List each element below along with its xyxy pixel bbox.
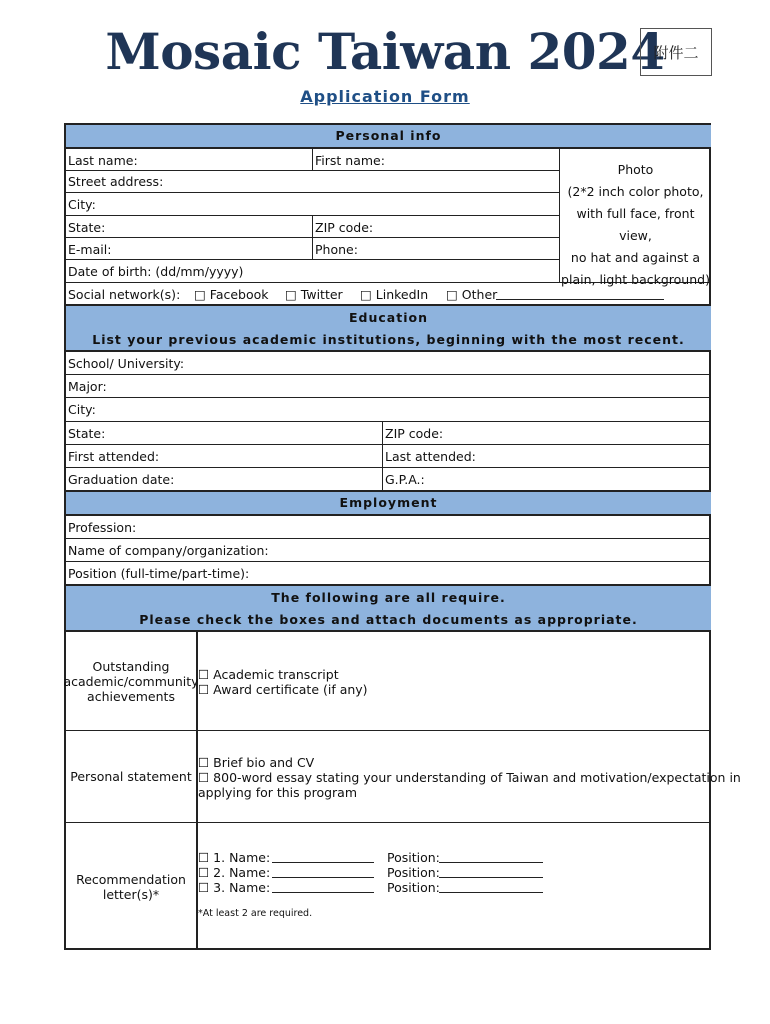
- last-attended-field[interactable]: Last attended:: [385, 449, 476, 464]
- recommender-row: [198, 865, 698, 880]
- recommender-row: [198, 880, 698, 895]
- major-field[interactable]: Major:: [66, 375, 711, 398]
- last-name-field[interactable]: Last name:: [68, 152, 138, 168]
- photo-box[interactable]: [559, 147, 711, 287]
- position-label: Position:: [387, 880, 440, 895]
- recommender-1-position-input[interactable]: [439, 850, 543, 863]
- linkedin-checkbox[interactable]: □ LinkedIn: [360, 287, 429, 302]
- achievements-items: [198, 667, 368, 697]
- recommender-1-checkbox[interactable]: ☐ 1. Name:: [198, 850, 271, 865]
- statement-items: [198, 755, 741, 800]
- annex-label: 附件二: [640, 28, 712, 76]
- personal-info-header: [66, 125, 711, 149]
- recommender-3-name-input[interactable]: [272, 880, 374, 893]
- employment-heading: Employment: [339, 495, 438, 510]
- profession-field[interactable]: Profession:: [66, 516, 711, 539]
- zip-field[interactable]: ZIP code:: [315, 219, 374, 235]
- twitter-checkbox[interactable]: □ Twitter: [285, 287, 343, 302]
- education-heading: Education: [349, 310, 428, 325]
- photo-instruction: (2*2 inch color photo,: [567, 184, 704, 199]
- achievements-label: [63, 632, 199, 730]
- first-name-field[interactable]: First name:: [315, 152, 385, 168]
- photo-title: Photo: [617, 162, 654, 177]
- recommender-3-position-input[interactable]: [439, 880, 543, 893]
- company-field[interactable]: Name of company/organization:: [66, 539, 711, 562]
- social-network-row: [66, 283, 711, 306]
- email-field[interactable]: E-mail:: [68, 241, 112, 257]
- position-label: Position:: [387, 865, 440, 880]
- first-attended-field[interactable]: First attended:: [68, 449, 160, 464]
- facebook-checkbox[interactable]: □ Facebook: [194, 287, 269, 302]
- requirements-header: [66, 586, 711, 632]
- education-city-field[interactable]: City:: [66, 398, 711, 422]
- social-network-label: Social network(s):: [68, 287, 181, 302]
- education-subheading: List your previous academic institutions, beginning with the most recent.: [92, 332, 685, 347]
- application-form: [63, 123, 741, 950]
- essay-continued: applying for this program: [198, 785, 358, 800]
- label-line: achievements: [87, 688, 175, 704]
- recommendation-label: [66, 823, 196, 950]
- recommender-2-name-input[interactable]: [272, 865, 374, 878]
- label-line: letter(s)*: [102, 886, 160, 902]
- employment-header: [66, 492, 711, 516]
- recommender-2-position-input[interactable]: [439, 865, 543, 878]
- recommender-2-checkbox[interactable]: ☐ 2. Name:: [198, 865, 271, 880]
- recommendation-items: [198, 850, 698, 921]
- requirements-subheading: Please check the boxes and attach documents as appropriate.: [139, 612, 638, 627]
- label-line: academic/community: [63, 673, 199, 689]
- photo-instruction: plain, light background): [561, 272, 710, 287]
- other-input[interactable]: [496, 285, 664, 300]
- form-subtitle: Application Form: [300, 87, 470, 106]
- recommender-row: [198, 850, 698, 865]
- graduation-date-field[interactable]: Graduation date:: [68, 472, 175, 487]
- academic-transcript-checkbox[interactable]: ☐ Academic transcript: [198, 667, 339, 682]
- other-checkbox[interactable]: □ Other: [446, 287, 498, 302]
- phone-field[interactable]: Phone:: [315, 241, 358, 257]
- education-zip-field[interactable]: ZIP code:: [385, 426, 444, 441]
- education-header: [66, 306, 711, 352]
- position-field[interactable]: Position (full-time/part-time):: [66, 562, 711, 586]
- city-field[interactable]: City:: [66, 193, 559, 216]
- recommendation-note: *At least 2 are required.: [198, 908, 313, 919]
- recommender-1-name-input[interactable]: [272, 850, 374, 863]
- personal-info-heading: Personal info: [335, 128, 442, 143]
- personal-statement-label: Personal statement: [70, 769, 192, 784]
- school-field[interactable]: School/ University:: [66, 352, 711, 375]
- award-certificate-checkbox[interactable]: ☐ Award certificate (if any): [198, 682, 368, 697]
- education-state-field[interactable]: State:: [68, 426, 106, 441]
- position-label: Position:: [387, 850, 440, 865]
- requirements-heading: The following are all require.: [271, 590, 506, 605]
- photo-instruction: no hat and against a: [570, 250, 701, 265]
- recommender-3-checkbox[interactable]: ☐ 3. Name:: [198, 880, 271, 895]
- page-title: Mosaic Taiwan 2024: [105, 22, 665, 81]
- state-field[interactable]: State:: [68, 219, 106, 235]
- gpa-field[interactable]: G.P.A.:: [385, 472, 425, 487]
- date-of-birth-field[interactable]: Date of birth: (dd/mm/yyyy): [66, 260, 559, 283]
- label-line: Recommendation: [76, 871, 186, 887]
- photo-instruction: with full face, front view,: [576, 206, 695, 243]
- essay-checkbox[interactable]: ☐ 800-word essay stating your understanding of Taiwan and motivation/expectation in: [198, 770, 741, 785]
- bio-cv-checkbox[interactable]: ☐ Brief bio and CV: [198, 755, 315, 770]
- street-address-field[interactable]: Street address:: [66, 171, 559, 193]
- label-line: Outstanding: [92, 658, 170, 674]
